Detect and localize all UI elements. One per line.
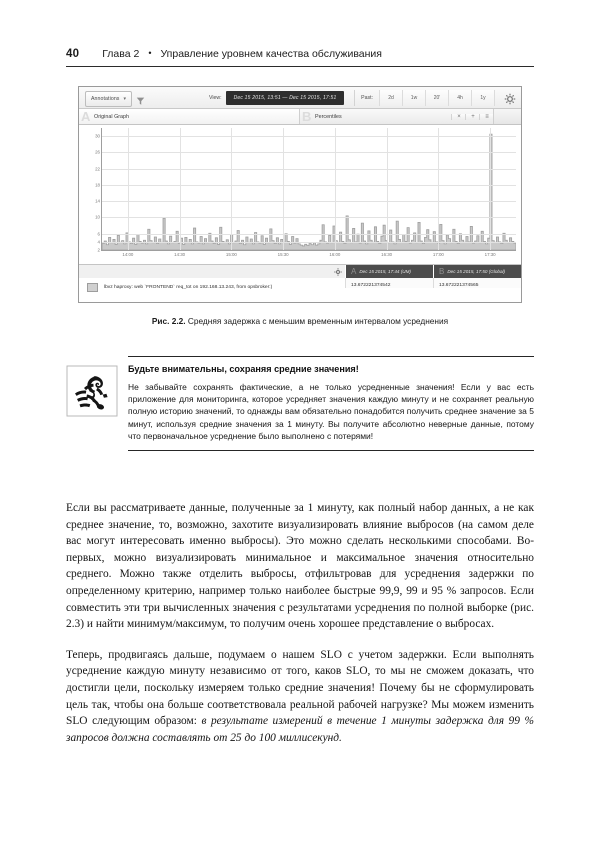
chart-y-tick-label: 6 — [97, 231, 100, 237]
chart-y-tick-label: 2 — [97, 247, 100, 253]
figure-screenshot — [78, 86, 522, 303]
legend-column-a — [345, 265, 433, 278]
chart-y-tick-label: 4 — [97, 239, 100, 245]
scorpion-icon — [66, 364, 128, 441]
running-head — [66, 48, 534, 60]
tab-original-graph-label: Original Graph — [94, 113, 130, 120]
chart-gridline — [102, 217, 516, 218]
chart-y-tick-label: 30 — [95, 133, 100, 139]
chart-x-tick-label: 15:30 — [277, 252, 289, 257]
legend-series-label: lbvz haproxy: web `FRONTEND` req_tot on 192.168.13.243, from opsbroker:) — [104, 285, 273, 290]
figure-caption-label: Рис. 2.2. — [151, 316, 186, 326]
legend-header-spacer — [79, 265, 331, 278]
chart-vertical-gridline — [283, 128, 284, 250]
separator-bullet: • — [148, 48, 152, 58]
chart-vertical-gridline — [490, 128, 491, 250]
annotations-dropdown[interactable] — [85, 91, 132, 107]
chart-legend — [79, 264, 521, 303]
chart-vertical-gridline — [438, 128, 439, 250]
chart-gridline — [102, 185, 516, 186]
add-icon[interactable]: + — [465, 114, 479, 120]
chart-y-tick-label: 26 — [95, 149, 100, 155]
view-range-value[interactable]: Dec 15 2015, 13:51 — Dec 15 2015, 17:51 — [226, 91, 345, 105]
chart-x-tick-label: 15:00 — [225, 252, 237, 257]
chart-vertical-gridline — [128, 128, 129, 250]
past-option-3[interactable]: 4h — [449, 90, 472, 106]
chapter-label: Глава 2 — [102, 48, 140, 60]
chart-x-tick-label: 16:30 — [381, 252, 393, 257]
view-control — [209, 91, 344, 105]
chart-x-tick-label: 17:30 — [484, 252, 496, 257]
legend-series-main — [79, 278, 345, 292]
gear-icon[interactable] — [504, 92, 516, 104]
graph-tabs — [79, 109, 521, 125]
legend-badge-b: B — [439, 267, 445, 276]
chart-y-tick-label: 22 — [95, 166, 100, 172]
gear-icon[interactable] — [331, 265, 345, 278]
past-option-0[interactable]: 2d — [380, 90, 403, 106]
legend-series-row[interactable] — [79, 278, 521, 303]
chart-vertical-gridline — [231, 128, 232, 250]
header-rule — [66, 66, 534, 67]
legend-value-b: 13.672221374565 — [433, 278, 521, 288]
chart-plot-area[interactable] — [95, 128, 516, 257]
chart-gridline — [102, 242, 516, 243]
chart-x-tick-label: 14:30 — [174, 252, 186, 257]
chart-y-tick-label: 10 — [95, 214, 100, 220]
chart-x-tick-label: 16:00 — [329, 252, 341, 257]
callout-rule-bottom — [128, 450, 534, 451]
chart-gridline — [102, 201, 516, 202]
chart-y-tick-label: 14 — [95, 198, 100, 204]
tab-action-group — [451, 114, 493, 120]
legend-column-b-label: Dec 15 2015, 17:50 (Global) — [447, 269, 506, 274]
app-toolbar — [79, 87, 521, 109]
past-option-1[interactable]: 1w — [403, 90, 426, 106]
body-text — [66, 500, 534, 760]
callout-body — [66, 357, 534, 441]
funnel-icon[interactable] — [136, 93, 145, 103]
tab-badge-b: B — [302, 109, 312, 124]
chart-series-area — [102, 128, 516, 250]
chart-gridline — [102, 234, 516, 235]
tab-badge-a: A — [81, 109, 91, 124]
tab-percentiles-label: Percentiles — [315, 113, 342, 120]
chart-vertical-gridline — [335, 128, 336, 250]
chapter-title: Управление уровнем качества обслуживания — [160, 48, 382, 60]
callout-text — [128, 364, 534, 441]
close-icon[interactable]: × — [451, 114, 465, 120]
tab-original-graph[interactable] — [79, 109, 300, 124]
chart-y-tick-label: 18 — [95, 182, 100, 188]
callout-paragraph: Не забывайте сохранять фактические, а не только усредненные значения! Если у вас есть приложение для мониторинга, которое усредняет значения каждую минуту и не сохраняет реальную полную историю значений, то однажды вам обязательно понадобится получить среднее значение за 5 минут, используя средние значения за 1 минуту. Вы получите абсолютно неверные данные, потому что первоначальное усреднение было выполнено с потерями! — [128, 382, 534, 441]
chevron-down-icon: ▾ — [123, 96, 127, 102]
legend-badge-a: A — [351, 267, 357, 276]
tab-percentiles[interactable] — [300, 109, 494, 124]
legend-column-b — [433, 265, 521, 278]
chart-gridline — [102, 152, 516, 153]
legend-column-a-label: Dec 15 2015, 17:44 (UM) — [359, 269, 411, 274]
body-paragraph-2 — [66, 647, 534, 747]
page-number: 40 — [66, 48, 80, 60]
figure-caption-text: Средняя задержка с меньшим временным интервалом усреднения — [187, 316, 449, 326]
view-label: View: — [209, 95, 222, 101]
chart-panel[interactable] — [79, 125, 521, 264]
body-paragraph-2-lead: Теперь, продвигаясь дальше, подумаем о нашем SLO с учетом задержки. Если выполнять усреднение каждую минуту независимо от того, каков SLO, то мы не сможем доказать, что достигли цели, поскольку измеряем только средние значения! Почему бы не сформулировать цель так, чтобы она больше соответствовала реальной рабочей нагрузке? Мы можем изменить SLO следующим образом: — [66, 648, 534, 728]
legend-value-a: 13.672221374542 — [345, 278, 433, 288]
chart-gridline — [102, 136, 516, 137]
chart-vertical-gridline — [387, 128, 388, 250]
menu-icon[interactable]: ≡ — [479, 114, 493, 120]
legend-color-swatch[interactable] — [87, 283, 98, 292]
chart-x-tick-label: 14:00 — [122, 252, 134, 257]
warning-callout — [66, 356, 534, 451]
figure-caption — [66, 316, 534, 326]
past-range-group — [354, 90, 495, 106]
body-paragraph-1: Если вы рассматриваете данные, полученные за 1 минуту, как полный набор данных, а не как среднее значение, то, возможно, захотите визуализировать влияние выбросов (на самом деле вас могут интересовать именно выбросы). Это можно сделать несколькими способами. Во-первых, можно визуализировать минимальное и максимальное значения относительно среднего. Можно также отделить выбросы, отфильтровав для усреднения задержки по определенному критерию, например только наиболее быстрые 99,9, 99 и 95 % запросов. Если совместить эти три вычисленных значения с результатами усреднения по полной выборке (рис. 2.3) и найти минимум/максимум, то получим очень хорошее представление о выбросах. — [66, 502, 534, 631]
chart-gridline — [102, 169, 516, 170]
past-option-2[interactable]: 20' — [426, 90, 449, 106]
legend-header-row — [79, 265, 521, 278]
past-label: Past: — [355, 90, 380, 106]
past-option-4[interactable]: 1y — [472, 90, 495, 106]
callout-heading: Будьте внимательны, сохраняя средние значения! — [128, 364, 359, 375]
chart-vertical-gridline — [180, 128, 181, 250]
chart-x-tick-label: 17:00 — [432, 252, 444, 257]
annotations-label: Annotations — [91, 96, 120, 102]
body-paragraph-2-italic: в результате измерений в течение 1 минуты задержка для 99 % запросов должна составлять от 25 до 100 миллисекунд. — [66, 715, 534, 744]
